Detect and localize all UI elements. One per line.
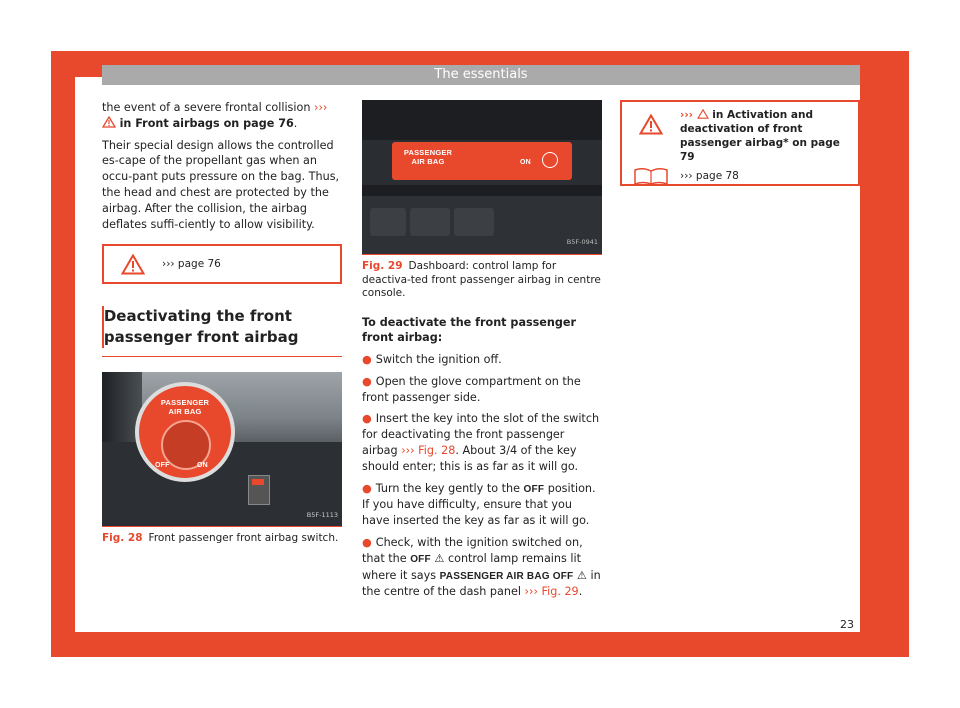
warning-box — [102, 244, 342, 284]
page-number: 23 — [840, 618, 854, 631]
figure-28-caption: Fig. 28 Front passenger front airbag switch. — [102, 532, 339, 545]
column-left — [102, 100, 342, 546]
recirc-button — [410, 208, 450, 236]
section-title: Deactivating the front passenger front airbag — [103, 307, 299, 347]
instructions-intro: To deactivate the front passenger front airbag: — [362, 315, 576, 345]
figure-29-image: PASSENGER AIR BAG ON B5F-0941 — [362, 100, 602, 255]
link-fig-28[interactable]: Fig. 28 — [418, 444, 456, 458]
figure-28-image: PASSENGER AIR BAG OFF ON B5F-1113 — [102, 372, 342, 527]
link-fig-29[interactable]: Fig. 29 — [541, 585, 579, 599]
switch-zoom-circle: PASSENGER AIR BAG OFF ON — [135, 382, 235, 482]
paragraph-collision: the event of a severe frontal collision ››› in Front airbags on page 76. — [102, 101, 328, 130]
book-icon — [633, 166, 669, 186]
warning-ref[interactable]: ››› page 76 — [162, 258, 221, 271]
seat-heat-button — [370, 208, 406, 236]
warning-icon — [102, 116, 116, 128]
book-ref[interactable]: ››› page 78 — [680, 170, 739, 182]
ref-arrow: ››› — [313, 101, 328, 114]
airbag-person-icon: ⚠ — [434, 551, 445, 565]
heading-rule — [102, 356, 342, 357]
reference-box — [620, 100, 860, 186]
column-middle — [362, 100, 602, 606]
seat-button — [454, 208, 494, 236]
step-4: ● Turn the key gently to the OFF position. If you have difficulty, ensure that you have inserted the key as far as it will go. — [362, 481, 596, 528]
warning-triangle-icon — [639, 114, 663, 135]
step-5: ● Check, with the ignition switched on, that the OFF ⚠ control lamp remains lit where it says PASSENGER AIR BAG OFF ⚠ in the centre of the dash panel ››› Fig. 29. — [362, 536, 601, 599]
figure-29-caption: Fig. 29 Dashboard: control lamp for deactiva-ted front passenger airbag in centre console. — [362, 260, 601, 299]
airbag-person-icon-2: ⚠ — [576, 568, 587, 582]
column-right — [620, 100, 860, 186]
step-3: ● Insert the key into the slot of the switch for deactivating the front passenger airbag ››› Fig. 28. About 3/4 of the key should enter; this is as far as it will go. — [362, 412, 600, 473]
step-1: ● Switch the ignition off. — [362, 353, 502, 367]
paragraph-design: Their special design allows the controlled es-cape of the propellant gas when an occu-pant puts pressure on the bag. Thus, the head and chest are protected by the airbag. After the collision, the airbag deflates suffi-ciently to allow visibility. — [102, 138, 340, 231]
section-heading — [102, 306, 342, 348]
airbag-off-icon — [542, 152, 558, 168]
step-2: ● Open the glove compartment on the front passenger side. — [362, 374, 581, 404]
warning-icon — [697, 109, 709, 119]
airbag-lamp-panel: PASSENGER AIR BAG ON — [392, 142, 572, 180]
warning-triangle-icon — [121, 254, 145, 275]
link-front-airbags[interactable]: in Front airbags on page 76 — [119, 116, 294, 130]
warning-ref-activation[interactable]: ››› in Activation and deactivation of front passenger airbag* on page 79 — [680, 109, 840, 163]
running-header: The essentials — [102, 65, 860, 85]
